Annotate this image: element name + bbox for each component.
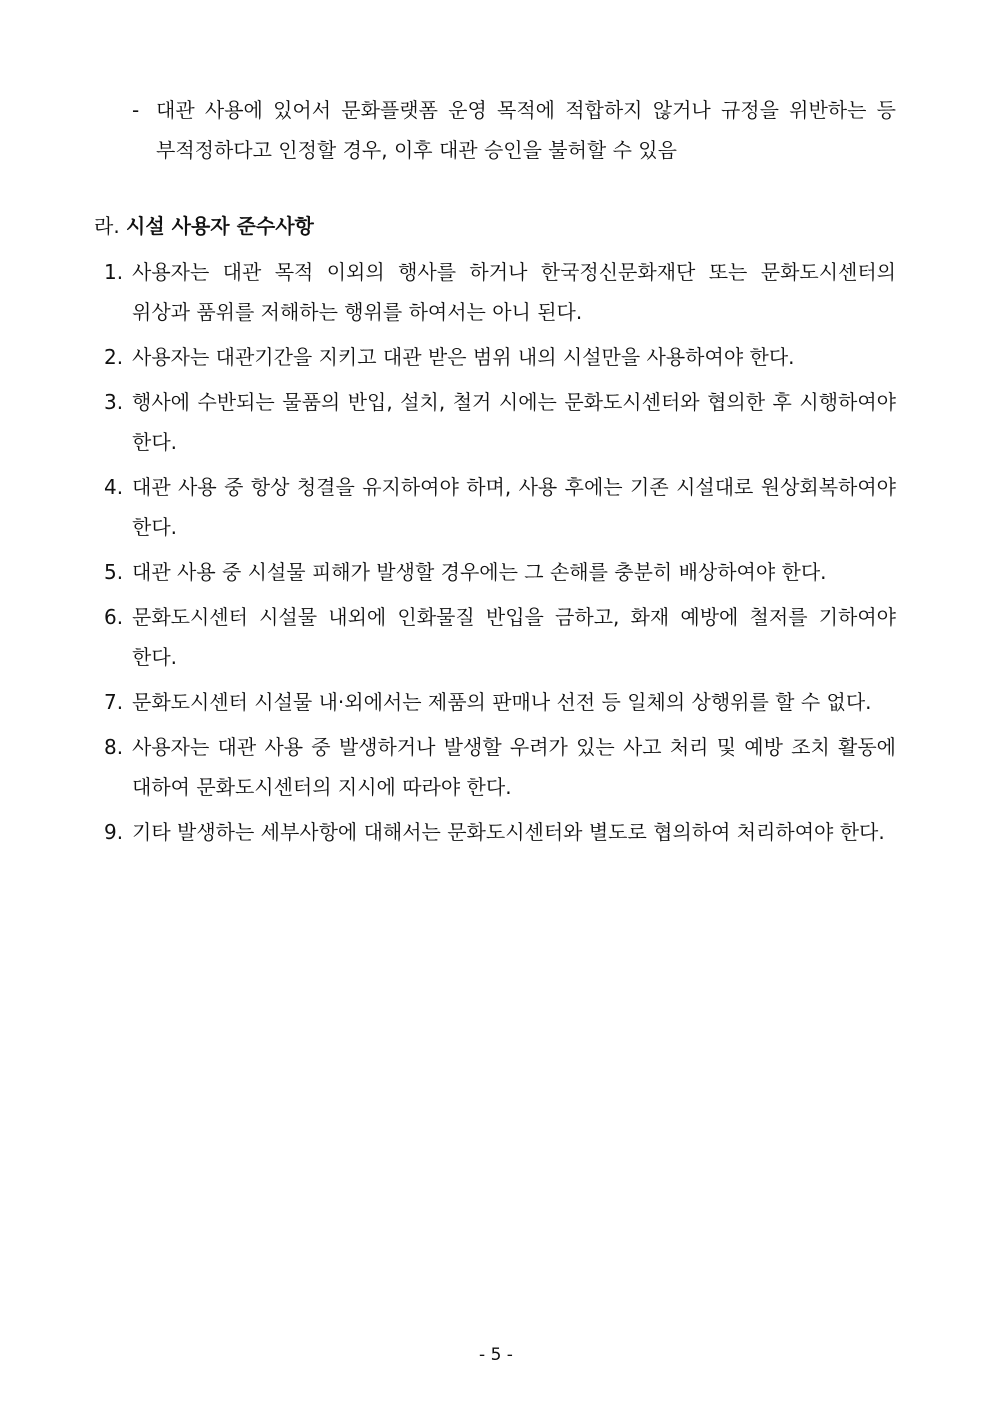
- bullet-text: 대관 사용에 있어서 문화플랫폼 운영 목적에 적합하지 않거나 규정을 위반하는 등 부적정하다고 인정할 경우, 이후 대관 승인을 불허할 수 있음: [156, 98, 896, 162]
- rule-item-7: [104, 682, 896, 722]
- rule-number: 6.: [104, 605, 124, 629]
- rule-text: 기타 발생하는 세부사항에 대해서는 문화도시센터와 별도로 협의하여 처리하여야 한다.: [132, 820, 885, 844]
- rule-text: 대관 사용 중 항상 청결을 유지하여야 하며, 사용 후에는 기존 시설대로 원상회복하여야 한다.: [132, 475, 896, 539]
- rule-number: 8.: [104, 735, 124, 759]
- section-prefix: 라.: [94, 214, 120, 238]
- rule-item-6: [104, 597, 896, 677]
- rule-item-9: [104, 812, 896, 852]
- rule-item-1: [104, 252, 896, 332]
- rule-text: 문화도시센터 시설물 내·외에서는 제품의 판매나 선전 등 일체의 상행위를 할 수 없다.: [132, 690, 872, 714]
- rule-number: 3.: [104, 390, 124, 414]
- rule-item-3: [104, 382, 896, 462]
- rule-text: 사용자는 대관기간을 지키고 대관 받은 범위 내의 시설만을 사용하여야 한다.: [132, 345, 795, 369]
- rule-number: 4.: [104, 475, 124, 499]
- rule-number: 2.: [104, 345, 124, 369]
- page-number: - 5 -: [479, 1345, 513, 1365]
- rule-text: 문화도시센터 시설물 내외에 인화물질 반입을 금하고, 화재 예방에 철저를 기하여야 한다.: [132, 605, 896, 669]
- rule-item-4: [104, 467, 896, 547]
- rule-item-8: [104, 727, 896, 807]
- rule-item-5: [104, 552, 896, 592]
- rule-number: 5.: [104, 560, 124, 584]
- bullet-mark: -: [132, 98, 140, 122]
- rule-item-2: [104, 337, 896, 377]
- rules-list: [104, 252, 896, 857]
- rule-text: 행사에 수반되는 물품의 반입, 설치, 철거 시에는 문화도시센터와 협의한 후 시행하여야 한다.: [132, 390, 896, 454]
- rule-text: 사용자는 대관 목적 이외의 행사를 하거나 한국정신문화재단 또는 문화도시센터의 위상과 품위를 저해하는 행위를 하여서는 아니 된다.: [132, 260, 896, 324]
- rule-number: 9.: [104, 820, 124, 844]
- section-heading: [94, 206, 314, 246]
- rule-text: 대관 사용 중 시설물 피해가 발생할 경우에는 그 손해를 충분히 배상하여야 한다.: [132, 560, 827, 584]
- bullet-row: [132, 90, 896, 170]
- rule-text: 사용자는 대관 사용 중 발생하거나 발생할 우려가 있는 사고 처리 및 예방 조치 활동에 대하여 문화도시센터의 지시에 따라야 한다.: [132, 735, 896, 799]
- section-title: 시설 사용자 준수사항: [126, 214, 314, 238]
- rule-number: 1.: [104, 260, 124, 284]
- bullet-paragraph: [132, 90, 896, 170]
- rule-number: 7.: [104, 690, 124, 714]
